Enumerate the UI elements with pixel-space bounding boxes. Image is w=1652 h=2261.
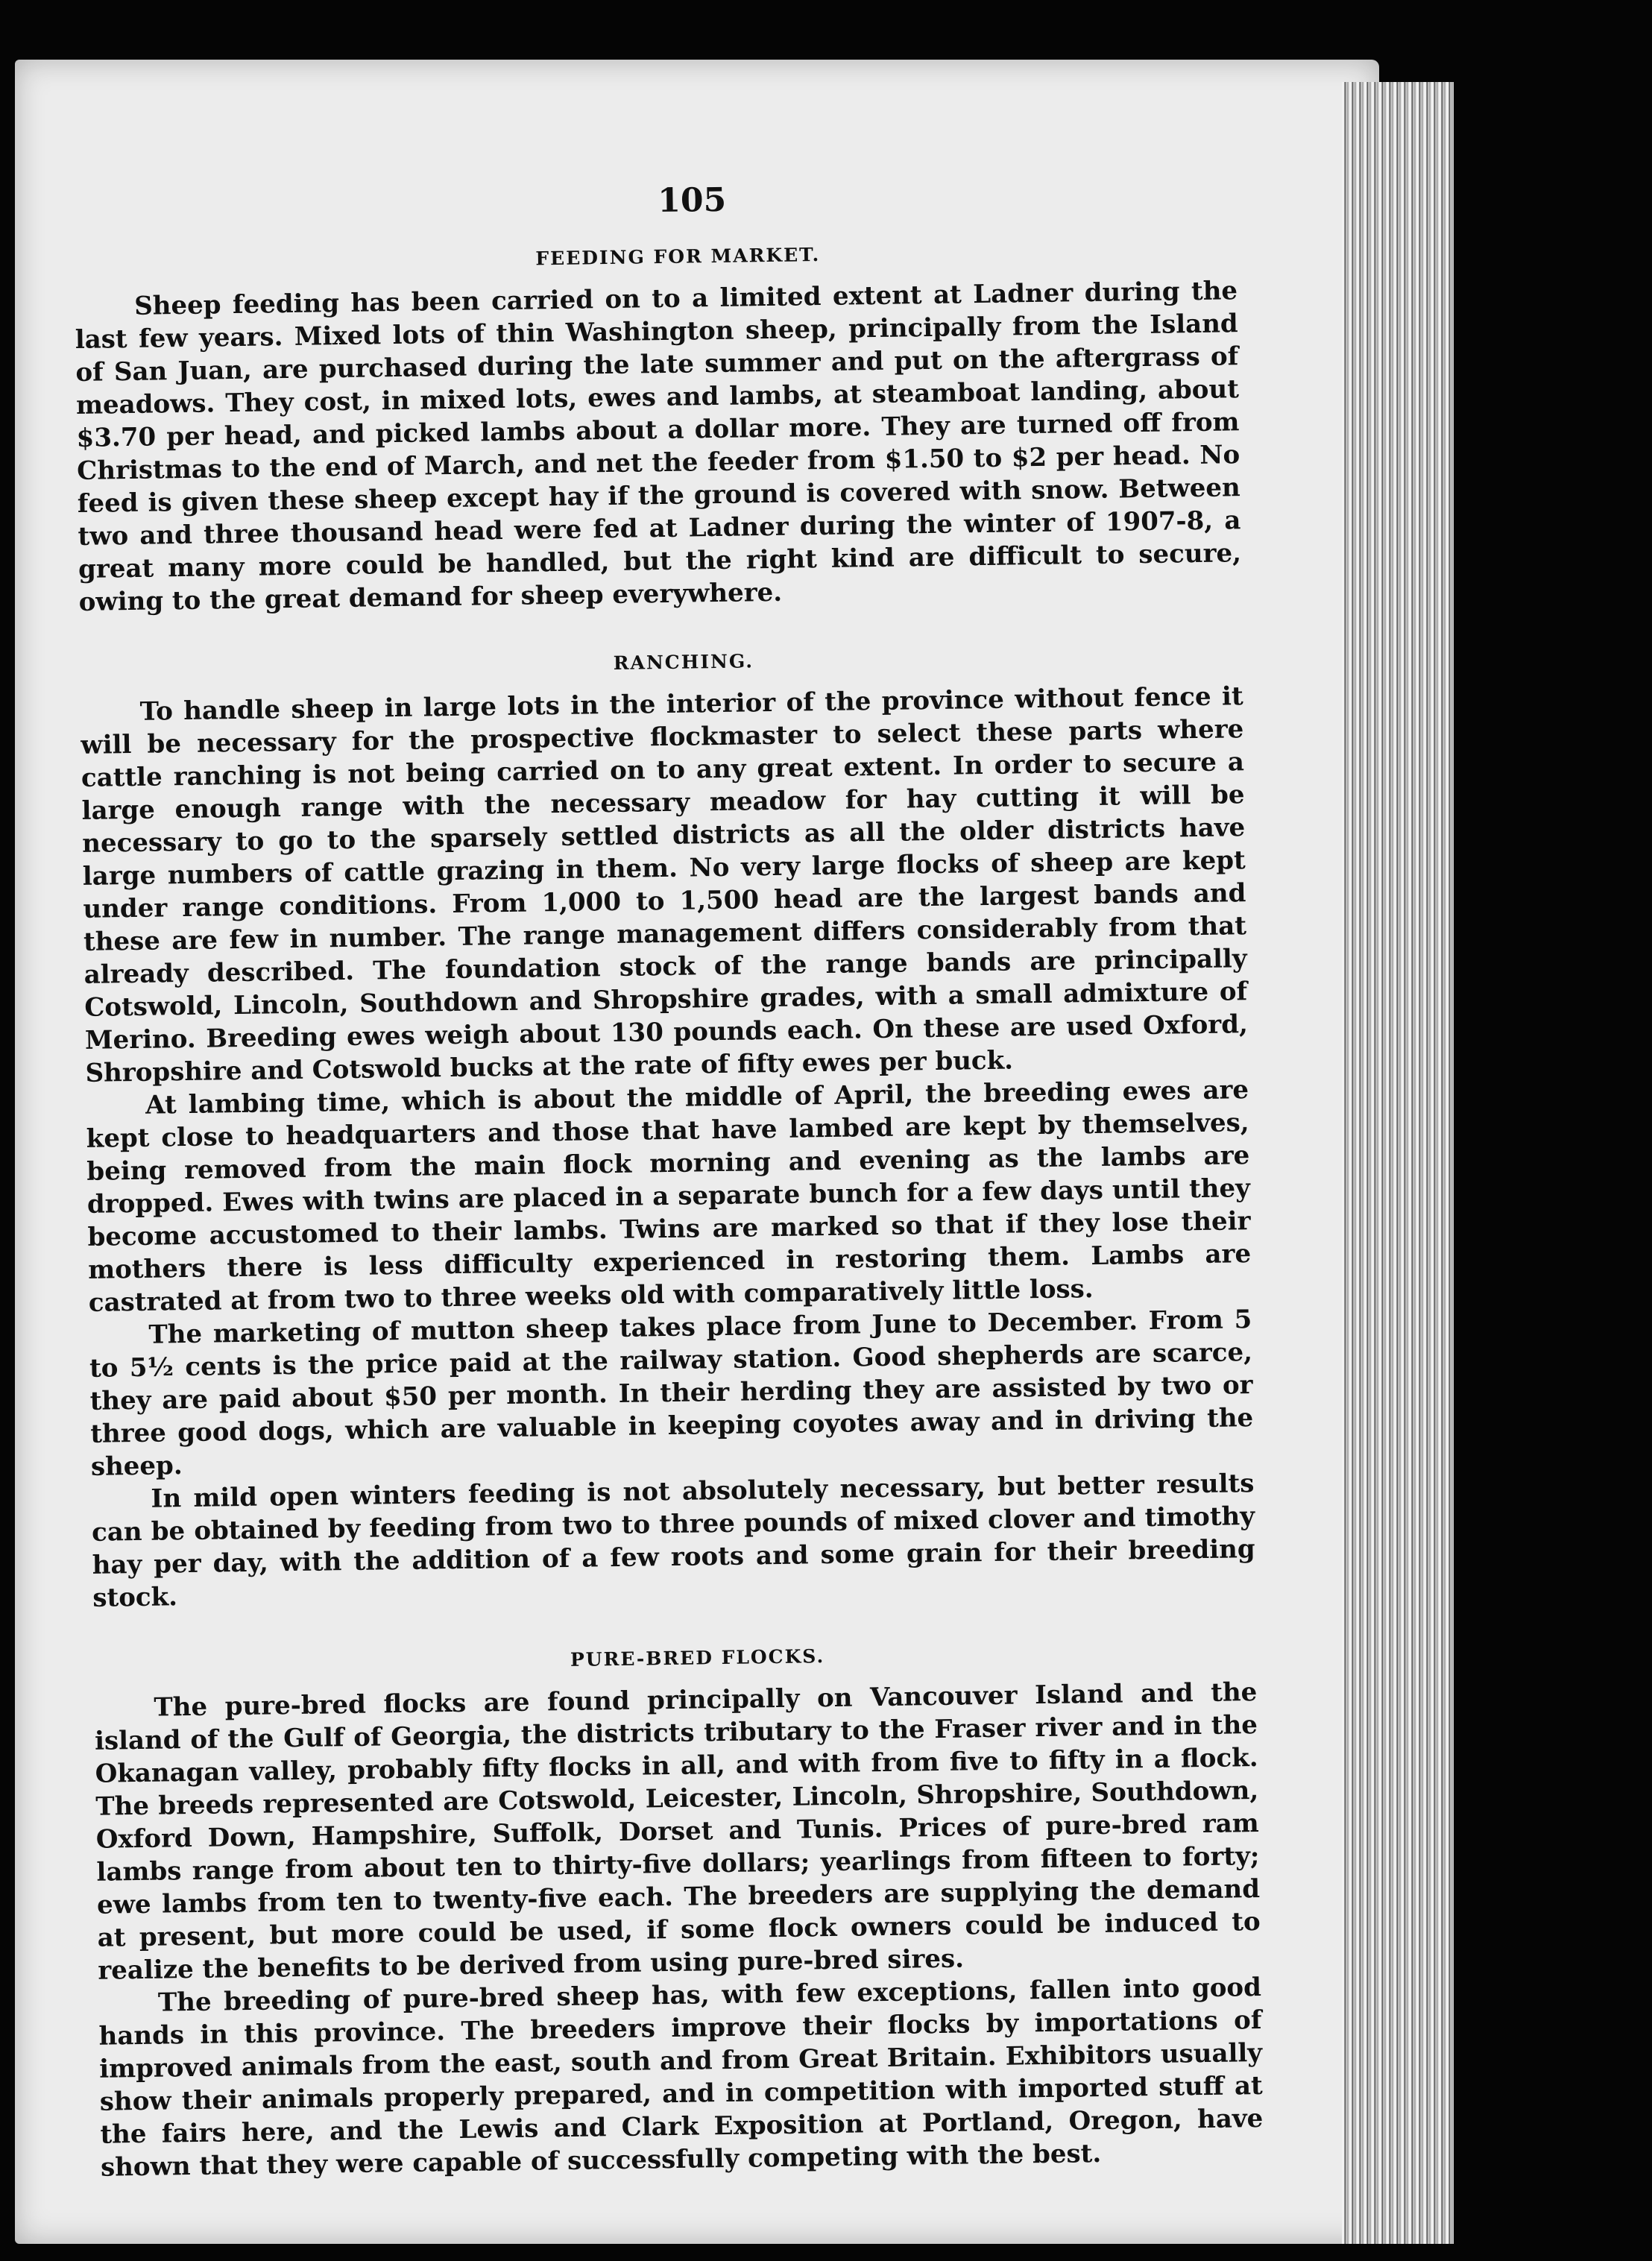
- heading-feeding-for-market: FEEDING FOR MARKET.: [535, 244, 821, 270]
- paragraph: In mild open winters feeding is not absolutely necessary, but better results can be obtained by feeding from two to three pounds of mixed clover and timothy hay per day, with the addition of a few roots and some grain for their breeding stock.: [91, 1469, 1255, 1613]
- page-edges: [1342, 82, 1454, 2244]
- paragraph: The breeding of pure-bred sheep has, with few exceptions, fallen into good hands in this province. The breeders improve their flocks by importations of improved animals from the east, south and from Great Britain. Exhibitors usually show their animals properly prepared, and in competition with imported stuff at the fairs here, and the Lewis and Clark Exposition at Portland, Oregon, have shown that they were capable of successfully competing with the best.: [98, 1972, 1264, 2183]
- heading-ranching: RANCHING.: [613, 650, 754, 674]
- paragraph: To handle sheep in large lots in the interior of the province without fence it will be necessary for the prospective flockmaster to select these parts where cattle ranching is not being carried on to any great extent. In order to secure a large enough range with the necessary meadow for hay cutting it will be necessary to go to the sparsely settled districts as all the older districts have large numbers of cattle grazing in them. No very large flocks of sheep are kept under range conditions. From 1,000 to 1,500 head are the largest bands and these are few in number. The range management differs considerably from that already described. The foundation stock of the range bands are principally Cotswold, Lincoln, Southdown and Shropshire grades, with a small admixture of Merino. Breeding ewes weigh about 130 pounds each. On these are used Oxford, Shropshire and Cotswold bucks at the rate of fifty ewes per buck.: [81, 681, 1249, 1088]
- paragraph: At lambing time, which is about the middle of April, the breeding ewes are kept close to headquarters and those that have lambed are kept by themselves, being removed from the main flock morning and evening as the lambs are dropped. Ewes with twins are placed in a separate bunch for a few days until they become accustomed to their lambs. Twins are marked so that if they lose their mothers there is less difficulty experienced in restoring them. Lambs are castrated at from two to three weeks old with comparatively little loss.: [86, 1075, 1252, 1318]
- page-text: [73, 174, 1264, 2184]
- paragraph: Sheep feeding has been carried on to a limited extent at Ladner during the last few years. Mixed lots of thin Washington sheep, principally from the Island of San Juan, are purchased during the late summer and put on the aftergrass of meadows. They cost, in mixed lots, ewes and lambs, at steamboat landing, about $3.70 per head, and picked lambs about a dollar more. They are turned off from Christmas to the end of March, and net the feeder from $1.50 to $2 per head. No feed is given these sheep except hay if the ground is covered with snow. Between two and three thousand head were fed at Ladner during the winter of 1907-8, a great many more could be handled, but the right kind are difficult to secure, owing to the great demand for sheep everywhere.: [75, 276, 1242, 617]
- paragraph: The marketing of mutton sheep takes place from June to December. From 5 to 5½ cents is the price paid at the railway station. Good shepherds are scarce, they are paid about $50 per month. In their herding they are assisted by two or three good dogs, which are valuable in keeping coyotes away and in driving the sheep.: [89, 1305, 1254, 1482]
- heading-pure-bred-flocks: PURE-BRED FLOCKS.: [570, 1645, 825, 1671]
- paragraph: The pure-bred flocks are found principally on Vancouver Island and the island of the Gulf of Georgia, the districts tributary to the Fraser river and in the Okanagan valley, probably fifty flocks in all, and with from five to fifty in a flock. The breeds represented are Cotswold, Leicester, Lincoln, Shropshire, Southdown, Oxford Down, Hampshire, Suffolk, Dorset and Tunis. Prices of pure-bred ram lambs range from about ten to thirty-five dollars; yearlings from fifteen to forty; ewe lambs from ten to twenty-five each. The breeders are supplying the demand at present, but more could be used, if some flock owners could be induced to realize the benefits to be derived from using pure-bred sires.: [94, 1677, 1261, 1986]
- page-number: 105: [657, 180, 727, 221]
